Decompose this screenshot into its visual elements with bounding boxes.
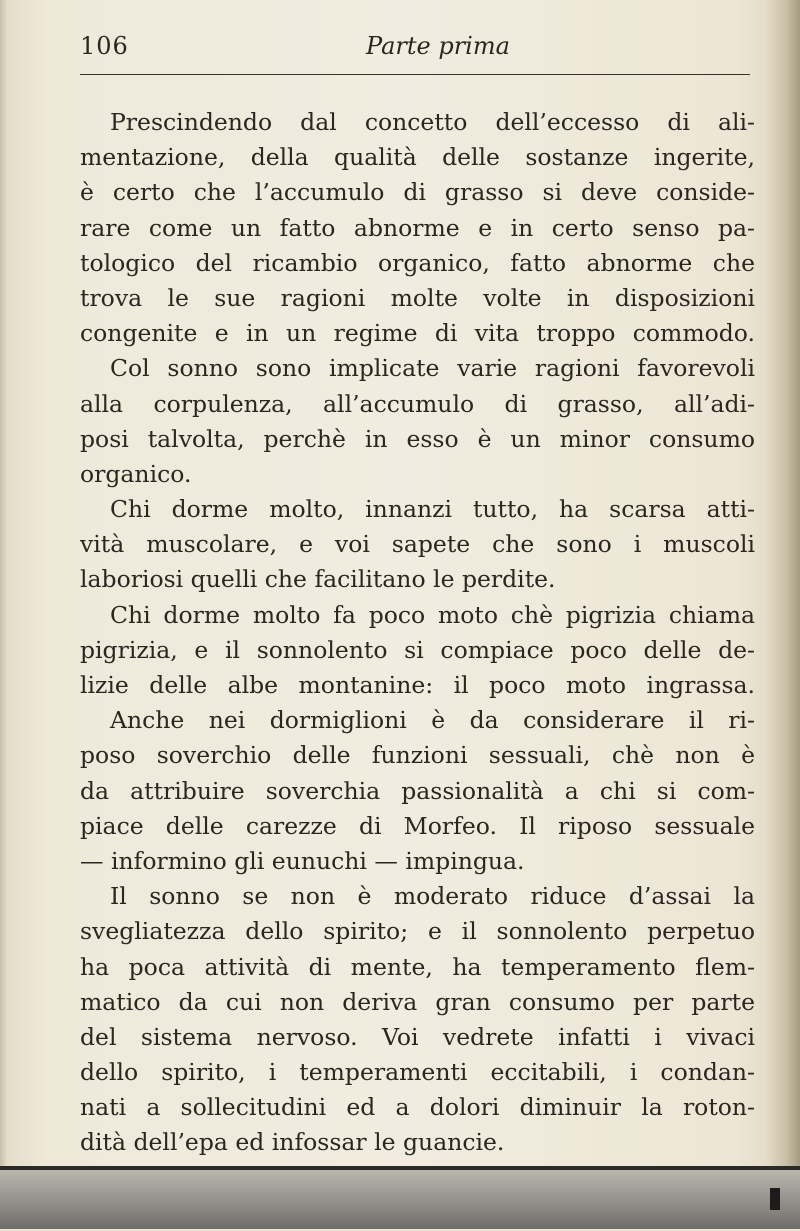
text-line: lizie delle albe montanine: il poco moto ingrassa. <box>80 671 755 699</box>
text-line: dello spirito, i temperamenti eccitabili, i condan- <box>80 1058 755 1087</box>
text-line: Prescindendo dal concetto dell’eccesso di ali- <box>110 108 755 136</box>
text-line: piace delle carezze di Morfeo. Il riposo sessuale <box>80 811 755 840</box>
text-line: rare come un fatto abnorme e in certo senso pa- <box>80 213 755 242</box>
text-line: dità dell’epa ed infossar le guancie. <box>80 1128 505 1157</box>
text-line: tologico del ricambio organico, fatto abnorme che <box>80 248 755 277</box>
scan-edge-mark <box>770 1188 780 1210</box>
text-line: trova le sue ragioni molte volte in disposizioni <box>80 283 755 312</box>
text-line: è certo che l’accumulo di grasso si deve conside- <box>80 178 755 207</box>
text-line: Il sonno se non è moderato riduce d’assai la <box>110 882 755 911</box>
text-line: organico. <box>80 459 192 488</box>
text-line: laboriosi quelli che facilitano le perdite. <box>80 565 556 594</box>
text-line: — informino gli eunuchi — impingua. <box>80 846 525 875</box>
text-line: posi talvolta, perchè in esso è un minor consumo <box>80 424 755 453</box>
text-line: da attribuire soverchia passionalità a chi si com- <box>80 776 755 805</box>
body-text <box>80 105 755 1231</box>
text-line: vità muscolare, e voi sapete che sono i muscoli <box>80 530 755 559</box>
text-line: matico da cui non deriva gran consumo per parte <box>80 987 755 1016</box>
page-right-edge-shadow <box>766 0 800 1229</box>
text-line: pigrizia, e il sonnolento si compiace poco delle de- <box>80 635 755 664</box>
page-number: 106 <box>80 32 129 60</box>
text-line: del sistema nervoso. Voi vedrete infatti i vivaci <box>80 1022 755 1051</box>
running-title: Parte prima <box>366 32 510 60</box>
page-header <box>80 30 750 72</box>
text-line: mentazione, della qualità delle sostanze ingerite, <box>80 143 755 172</box>
text-line: congenite e in un regime di vita troppo commodo. <box>80 319 755 348</box>
text-line: Chi dorme molto fa poco moto chè pigrizia chiama <box>110 600 755 629</box>
text-line: Anche nei dormiglioni è da considerare il ri- <box>110 706 755 735</box>
text-line: alla corpulenza, all’accumulo di grasso, all’adi- <box>80 389 755 418</box>
text-line: svegliatezza dello spirito; e il sonnolento perpetuo <box>80 917 755 946</box>
text-line: Chi dorme molto, innanzi tutto, ha scarsa atti- <box>110 495 755 524</box>
text-line: poso soverchio delle funzioni sessuali, chè non è <box>80 741 755 770</box>
text-line: nati a sollecitudini ed a dolori diminuir la roton- <box>80 1093 755 1122</box>
scan-bottom-edge <box>0 1170 800 1229</box>
page-left-edge <box>0 0 8 1229</box>
text-line: Col sonno sono implicate varie ragioni favorevoli <box>110 354 755 383</box>
text-line: ha poca attività di mente, ha temperamento flem- <box>80 952 755 981</box>
header-rule <box>80 74 750 75</box>
